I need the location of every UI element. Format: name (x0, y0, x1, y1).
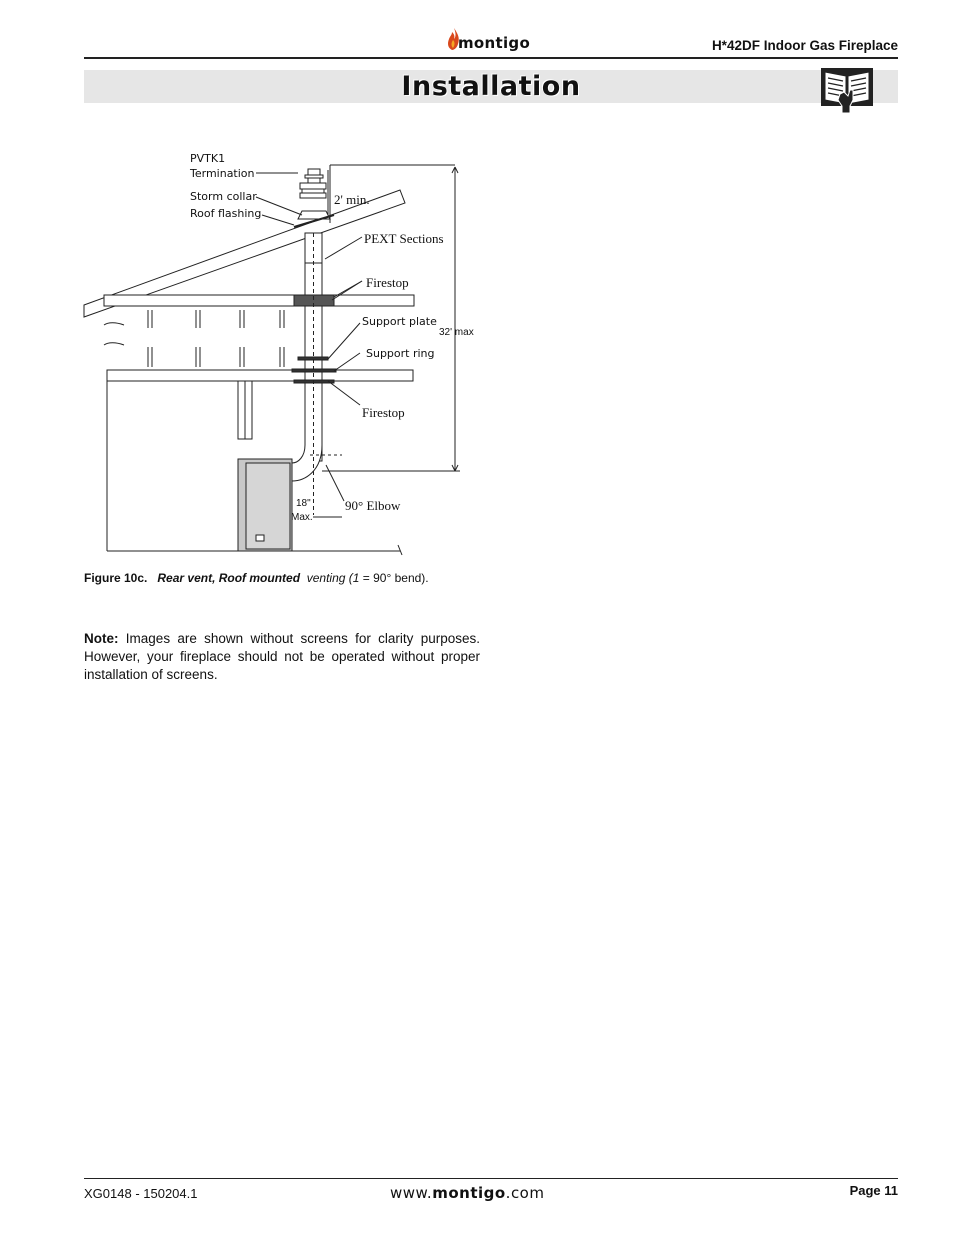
label-18-inch: 18" (296, 498, 311, 509)
label-pext-sections: PEXT Sections (364, 231, 444, 246)
label-32-max: 32' max (439, 327, 474, 338)
label-2-min: 2' min. (334, 192, 370, 207)
caption-detail-suffix: = 90° bend). (359, 571, 429, 585)
page-number: Page 11 (849, 1183, 898, 1198)
caption-number: Figure 10c. (84, 571, 148, 585)
label-roof-flashing: Roof flashing (190, 207, 262, 220)
caption-title: Rear vent, Roof mounted (157, 571, 301, 585)
document-title: H*42DF Indoor Gas Fireplace (711, 38, 898, 53)
label-storm-collar: Storm collar (190, 190, 257, 203)
caption-detail-prefix: venting ( (306, 571, 353, 585)
label-firestop-lower: Firestop (362, 405, 405, 420)
venting-diagram (80, 145, 490, 565)
document-code: XG0148 - 150204.1 (84, 1186, 198, 1201)
website-brand: montigo (432, 1184, 506, 1202)
open-book-hand-icon (820, 66, 874, 114)
caption-detail-num: 1 (352, 571, 360, 585)
label-support-ring: Support ring (366, 347, 435, 360)
label-firestop-upper: Firestop (366, 275, 409, 290)
label-support-plate: Support plate (362, 315, 437, 328)
website-suffix: .com (505, 1184, 545, 1202)
vent-diagram-svg (80, 145, 490, 565)
section-banner (84, 70, 898, 103)
website-prefix: www. (390, 1184, 433, 1202)
label-termination: Termination (190, 167, 255, 180)
label-max: Max. (291, 512, 313, 523)
logo-wordmark: montigo (458, 34, 531, 52)
label-pvtk1: PVTK1 (190, 152, 226, 165)
footer-divider (84, 1178, 898, 1179)
montigo-logo (444, 26, 540, 56)
label-90-elbow: 90° Elbow (345, 498, 401, 513)
header-divider (84, 57, 898, 59)
website-link[interactable] (390, 1184, 544, 1202)
note-paragraph (84, 630, 480, 684)
section-title: Installation (401, 71, 581, 102)
figure-caption (84, 571, 429, 585)
note-text: Images are shown without screens for clarity purposes. However, your fireplace should not be operated without proper installation of screens. (84, 631, 480, 682)
note-label: Note: (84, 631, 119, 646)
